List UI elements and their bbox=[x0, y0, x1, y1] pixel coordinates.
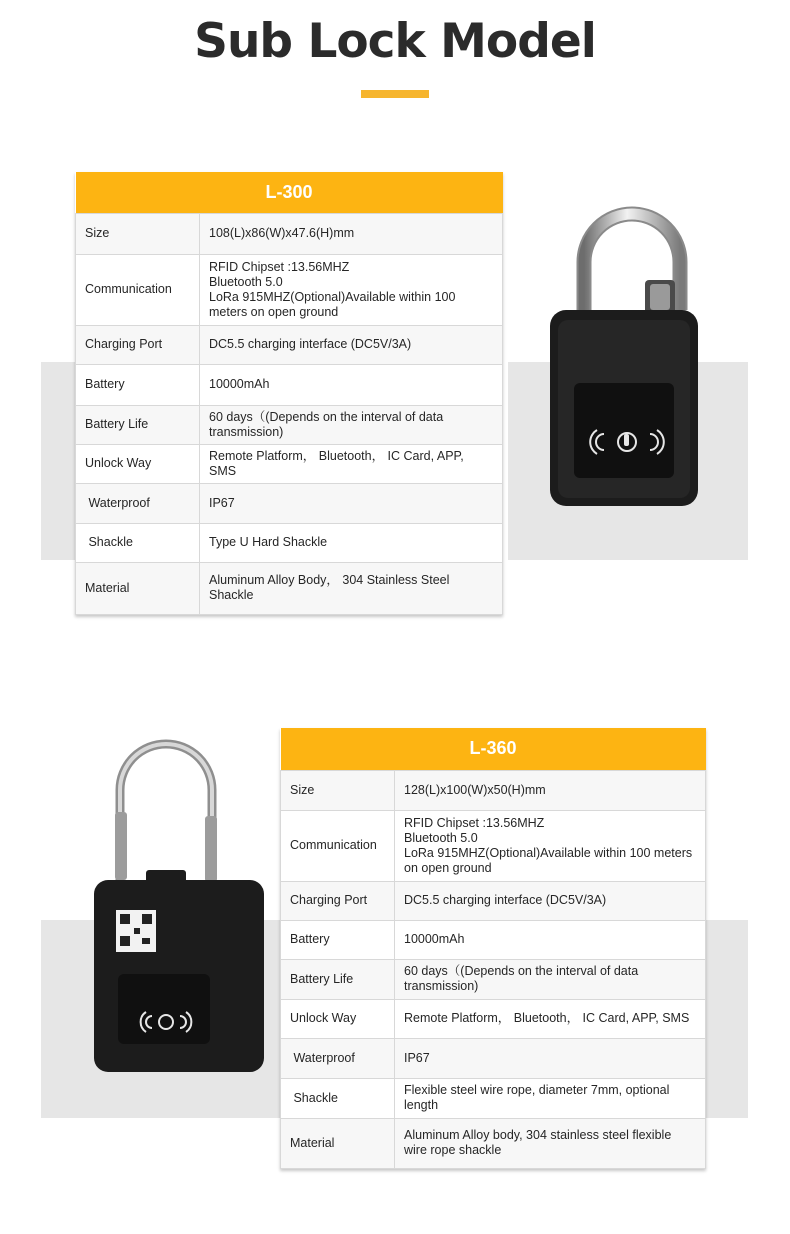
spec-value: Remote Platform， Bluetooth， IC Card, APP, SMS bbox=[200, 444, 503, 483]
spec-value: DC5.5 charging interface (DC5V/3A) bbox=[200, 325, 503, 364]
spec-row bbox=[281, 999, 706, 1038]
spec-value: IP67 bbox=[395, 1038, 706, 1078]
spec-table-l300 bbox=[75, 172, 503, 615]
spec-value: 60 days（(Depends on the interval of data transmission) bbox=[200, 405, 503, 444]
qr-code-icon bbox=[116, 910, 156, 952]
spec-row bbox=[76, 444, 503, 483]
spec-row bbox=[281, 920, 706, 959]
spec-row bbox=[76, 405, 503, 444]
spec-row bbox=[281, 959, 706, 999]
spec-value: 108(L)x86(W)x47.6(H)mm bbox=[200, 213, 503, 254]
spec-label: Battery Life bbox=[76, 405, 200, 444]
spec-row bbox=[76, 523, 503, 562]
padlock-wire-shackle-photo bbox=[90, 730, 270, 1080]
spec-label: Material bbox=[76, 562, 200, 614]
spec-label: Shackle bbox=[76, 523, 200, 562]
spec-row bbox=[281, 810, 706, 881]
spec-label: Battery bbox=[76, 364, 200, 405]
spec-row bbox=[281, 770, 706, 810]
spec-row bbox=[76, 325, 503, 364]
spec-value: RFID Chipset :13.56MHZ Bluetooth 5.0 LoRa 915MHZ(Optional)Available within 100 meters on open ground bbox=[200, 254, 503, 325]
spec-value: Aluminum Alloy Body， 304 Stainless Steel Shackle bbox=[200, 562, 503, 614]
spec-label: Communication bbox=[281, 810, 395, 881]
spec-row bbox=[76, 483, 503, 523]
spec-row bbox=[281, 881, 706, 920]
spec-label: Unlock Way bbox=[76, 444, 200, 483]
spec-row bbox=[76, 562, 503, 614]
spec-value: IP67 bbox=[200, 483, 503, 523]
spec-label: Waterproof bbox=[76, 483, 200, 523]
spec-label: Size bbox=[76, 213, 200, 254]
title-underline bbox=[361, 90, 429, 98]
page-title: Sub Lock Model bbox=[194, 14, 596, 69]
spec-value: Type U Hard Shackle bbox=[200, 523, 503, 562]
spec-value: 10000mAh bbox=[200, 364, 503, 405]
spec-row bbox=[281, 1118, 706, 1168]
model-header: L-360 bbox=[281, 728, 706, 770]
spec-row bbox=[76, 364, 503, 405]
spec-value: 128(L)x100(W)x50(H)mm bbox=[395, 770, 706, 810]
spec-row bbox=[76, 254, 503, 325]
spec-label: Shackle bbox=[281, 1078, 395, 1118]
section-2-band-right bbox=[704, 920, 748, 1118]
spec-label: Material bbox=[281, 1118, 395, 1168]
spec-value: Flexible steel wire rope, diameter 7mm, optional length bbox=[395, 1078, 706, 1118]
spec-row bbox=[281, 1038, 706, 1078]
spec-value: Remote Platform， Bluetooth， IC Card, APP, SMS bbox=[395, 999, 706, 1038]
spec-label: Battery Life bbox=[281, 959, 395, 999]
spec-label: Waterproof bbox=[281, 1038, 395, 1078]
spec-value: DC5.5 charging interface (DC5V/3A) bbox=[395, 881, 706, 920]
spec-label: Battery bbox=[281, 920, 395, 959]
spec-label: Size bbox=[281, 770, 395, 810]
spec-label: Unlock Way bbox=[281, 999, 395, 1038]
spec-label: Charging Port bbox=[76, 325, 200, 364]
padlock-hard-shackle-photo bbox=[540, 200, 710, 512]
model-header: L-300 bbox=[76, 172, 503, 213]
spec-value: 60 days（(Depends on the interval of data transmission) bbox=[395, 959, 706, 999]
spec-value: RFID Chipset :13.56MHZ Bluetooth 5.0 LoRa 915MHZ(Optional)Available within 100 meters on open ground bbox=[395, 810, 706, 881]
spec-table-l360 bbox=[280, 728, 706, 1169]
spec-value: 10000mAh bbox=[395, 920, 706, 959]
spec-row bbox=[281, 1078, 706, 1118]
spec-label: Charging Port bbox=[281, 881, 395, 920]
spec-value: Aluminum Alloy body, 304 stainless steel flexible wire rope shackle bbox=[395, 1118, 706, 1168]
spec-row bbox=[76, 213, 503, 254]
spec-label: Communication bbox=[76, 254, 200, 325]
